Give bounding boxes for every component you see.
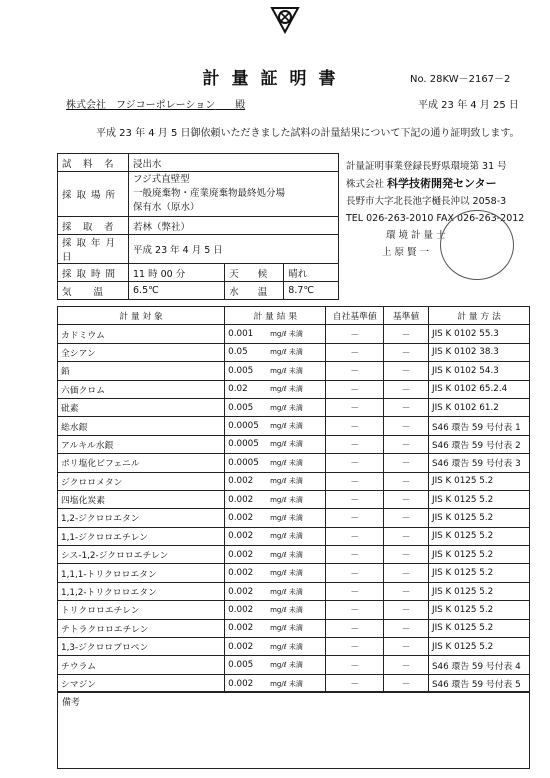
info-row [58, 235, 339, 264]
table-row [58, 417, 530, 435]
self-standard-value: － [326, 435, 384, 453]
registration-number: 計量証明事業登録長野県環境第 31 号 [346, 161, 507, 172]
standard-value: － [384, 380, 429, 398]
item-name: ポリ塩化ビフェニル [58, 454, 225, 472]
self-standard-value: － [326, 638, 384, 656]
result-cell [225, 656, 326, 674]
table-row [58, 582, 530, 600]
result-value: 0.002 [228, 604, 254, 615]
method-value: JIS K 0125 5.2 [428, 546, 529, 564]
self-standard-value: － [326, 546, 384, 564]
result-cell [225, 490, 326, 508]
info-label: 天 候 [225, 264, 284, 282]
item-name: 1,2-ジクロロエタン [58, 509, 225, 527]
result-value: 0.005 [228, 402, 254, 413]
item-name: テトラクロロエチレン [58, 619, 225, 637]
self-standard-value: － [326, 472, 384, 490]
info-value-line: フジ式直壁型 [133, 174, 190, 185]
table-row [58, 362, 530, 380]
self-standard-value: － [326, 380, 384, 398]
method-value: JIS K 0125 5.2 [428, 619, 529, 637]
result-value: 0.002 [228, 623, 254, 634]
self-standard-value: － [326, 325, 384, 343]
result-value: 0.002 [228, 549, 254, 560]
table-row [58, 435, 530, 453]
result-unit: mg/ℓ 未満 [270, 422, 303, 431]
item-name: 四塩化炭素 [58, 490, 225, 508]
header-result: 計 量 結 果 [225, 307, 326, 325]
info-value: 若林（弊社） [129, 217, 339, 235]
result-cell [225, 343, 326, 361]
method-value: JIS K 0102 65.2.4 [428, 380, 529, 398]
info-value: 浸出水 [129, 154, 339, 172]
standard-value: － [384, 398, 429, 416]
issuer-address: 長野市大字北長池字樋長沖以 2058-3 [346, 196, 507, 207]
item-name: 1,3-ジクロロプロペン [58, 638, 225, 656]
result-unit: mg/ℓ 未満 [270, 587, 303, 596]
result-unit: mg/ℓ 未満 [270, 348, 303, 357]
result-value: 0.002 [228, 476, 254, 487]
info-row [58, 217, 339, 235]
result-cell [225, 638, 326, 656]
result-unit: mg/ℓ 未満 [270, 569, 303, 578]
info-value: 平成 23 年 4 月 5 日 [129, 235, 339, 264]
info-label: 採 取 時 間 [58, 264, 129, 282]
results-table [57, 306, 530, 693]
self-standard-value: － [326, 619, 384, 637]
result-value: 0.005 [228, 365, 254, 376]
table-row [58, 325, 530, 343]
item-name: チウラム [58, 656, 225, 674]
addressee-name: フジコーポレーション [116, 100, 216, 111]
standard-value: － [384, 674, 429, 692]
result-unit: mg/ℓ 未満 [270, 532, 303, 541]
certificate-number: No. 28KW－2167－2 [410, 74, 511, 85]
info-value-line: 一般廃棄物・産業廃棄物最終処分場 [133, 188, 286, 199]
info-value: 6.5℃ [129, 282, 225, 300]
result-cell [225, 619, 326, 637]
result-unit: mg/ℓ 未満 [270, 330, 303, 339]
standard-value: － [384, 638, 429, 656]
self-standard-value: － [326, 527, 384, 545]
standard-value: － [384, 490, 429, 508]
issue-date: 平成 23 年 4 月 25 日 [418, 100, 519, 111]
info-row [58, 154, 339, 172]
method-value: JIS K 0125 5.2 [428, 601, 529, 619]
table-row [58, 674, 530, 692]
table-row [58, 564, 530, 582]
method-value: JIS K 0125 5.2 [428, 472, 529, 490]
issuer-company-prefix: 株式会社 [346, 179, 385, 190]
self-standard-value: － [326, 490, 384, 508]
self-standard-value: － [326, 343, 384, 361]
result-value: 0.005 [228, 660, 254, 671]
result-value: 0.002 [228, 586, 254, 597]
seal-stamp [440, 210, 514, 280]
self-standard-value: － [326, 674, 384, 692]
result-unit: mg/ℓ 未満 [270, 458, 303, 467]
result-unit: mg/ℓ 未満 [270, 661, 303, 670]
result-value: 0.002 [228, 678, 254, 689]
standard-value: － [384, 472, 429, 490]
result-value: 0.002 [228, 568, 254, 579]
result-unit: mg/ℓ 未満 [270, 403, 303, 412]
method-value: JIS K 0125 5.2 [428, 582, 529, 600]
standard-value: － [384, 546, 429, 564]
self-standard-value: － [326, 398, 384, 416]
info-row [58, 264, 339, 282]
result-unit: mg/ℓ 未満 [270, 366, 303, 375]
info-label: 気 温 [58, 282, 129, 300]
result-value: 0.002 [228, 494, 254, 505]
table-row [58, 490, 530, 508]
item-name: 全シアン [58, 343, 225, 361]
result-cell [225, 417, 326, 435]
info-label: 水 温 [225, 282, 284, 300]
item-name: シマジン [58, 674, 225, 692]
page-title: 計量証明書 [202, 69, 348, 89]
item-name: 六価クロム [58, 380, 225, 398]
method-value: JIS K 0125 5.2 [428, 527, 529, 545]
table-row [58, 509, 530, 527]
result-unit: mg/ℓ 未満 [270, 642, 303, 651]
method-value: JIS K 0102 54.3 [428, 362, 529, 380]
addressee-company: 株式会社 [66, 100, 106, 111]
method-value: JIS K 0125 5.2 [428, 490, 529, 508]
remarks-box [57, 691, 530, 769]
result-cell [225, 564, 326, 582]
self-standard-value: － [326, 601, 384, 619]
table-row [58, 656, 530, 674]
result-value: 0.002 [228, 512, 254, 523]
method-value: S46 環告 59 号付表 3 [428, 454, 529, 472]
item-name: 1,1-ジクロロエチレン [58, 527, 225, 545]
result-cell [225, 546, 326, 564]
standard-value: － [384, 527, 429, 545]
result-cell [225, 398, 326, 416]
standard-value: － [384, 435, 429, 453]
standard-value: － [384, 601, 429, 619]
info-row [58, 172, 339, 217]
standard-value: － [384, 343, 429, 361]
self-standard-value: － [326, 454, 384, 472]
result-unit: mg/ℓ 未満 [270, 495, 303, 504]
standard-value: － [384, 362, 429, 380]
table-row [58, 601, 530, 619]
intro-text: 平成 23 年 4 月 5 日御依頼いただきました試料の計量結果について下記の通り証明致します。 [96, 128, 520, 139]
info-label: 採 取 者 [58, 217, 129, 235]
method-value: JIS K 0125 5.2 [428, 564, 529, 582]
table-row [58, 619, 530, 637]
table-row [58, 454, 530, 472]
standard-value: － [384, 417, 429, 435]
table-row [58, 472, 530, 490]
header-item: 計 量 対 象 [58, 307, 225, 325]
info-label: 試 料 名 [58, 154, 129, 172]
remarks-label: 備考 [62, 698, 81, 708]
info-value: 8.7℃ [284, 282, 339, 300]
result-unit: mg/ℓ 未満 [270, 385, 303, 394]
certifier-name: 上 原 賢 一 [382, 247, 430, 258]
table-row [58, 527, 530, 545]
result-value: 0.0005 [228, 439, 259, 450]
result-cell [225, 509, 326, 527]
result-cell [225, 435, 326, 453]
header-standard: 基準値 [384, 307, 429, 325]
item-name: 総水銀 [58, 417, 225, 435]
item-name: 鉛 [58, 362, 225, 380]
result-cell [225, 674, 326, 692]
standard-value: － [384, 619, 429, 637]
info-value: 晴れ [284, 264, 339, 282]
method-value: JIS K 0125 5.2 [428, 509, 529, 527]
certifier-title: 環 境 計 量 士 [386, 230, 446, 241]
self-standard-value: － [326, 509, 384, 527]
standard-value: － [384, 454, 429, 472]
addressee-suffix: 殿 [235, 100, 246, 111]
addressee [66, 96, 245, 111]
table-row [58, 398, 530, 416]
item-name: 1,1,2-トリクロロエタン [58, 582, 225, 600]
item-name: 1,1,1-トリクロロエタン [58, 564, 225, 582]
result-cell [225, 454, 326, 472]
results-header-row [58, 307, 530, 325]
standard-value: － [384, 325, 429, 343]
standard-value: － [384, 564, 429, 582]
result-value: 0.0005 [228, 457, 259, 468]
result-cell [225, 472, 326, 490]
result-value: 0.002 [228, 531, 254, 542]
header-self-standard: 自社基準値 [326, 307, 384, 325]
result-unit: mg/ℓ 未満 [270, 679, 303, 688]
info-value: 11 時 00 分 [129, 264, 225, 282]
info-value-line: 保有水（原水） [133, 202, 200, 213]
result-value: 0.05 [228, 347, 248, 358]
header-method: 計 量 方 法 [428, 307, 529, 325]
method-value: JIS K 0102 38.3 [428, 343, 529, 361]
item-name: トリクロロエチレン [58, 601, 225, 619]
result-unit: mg/ℓ 未満 [270, 624, 303, 633]
self-standard-value: － [326, 582, 384, 600]
result-cell [225, 601, 326, 619]
result-unit: mg/ℓ 未満 [270, 605, 303, 614]
result-unit: mg/ℓ 未満 [270, 550, 303, 559]
method-value: JIS K 0125 5.2 [428, 638, 529, 656]
result-unit: mg/ℓ 未満 [270, 513, 303, 522]
item-name: シス-1,2-ジクロロエチレン [58, 546, 225, 564]
table-row [58, 343, 530, 361]
info-label: 採 取 年 月 日 [58, 235, 129, 264]
info-label: 採 取 場 所 [58, 172, 129, 217]
table-row [58, 380, 530, 398]
item-name: ジクロロメタン [58, 472, 225, 490]
method-value: JIS K 0102 61.2 [428, 398, 529, 416]
result-cell [225, 325, 326, 343]
sample-info-table [57, 153, 339, 300]
result-value: 0.001 [228, 329, 254, 340]
result-value: 0.02 [228, 384, 248, 395]
result-value: 0.0005 [228, 421, 259, 432]
self-standard-value: － [326, 362, 384, 380]
self-standard-value: － [326, 417, 384, 435]
result-cell [225, 362, 326, 380]
issuer-phone: TEL 026-263-2010 FAX 026-263-2012 [346, 213, 525, 224]
item-name: 砒素 [58, 398, 225, 416]
method-value: JIS K 0102 55.3 [428, 325, 529, 343]
method-value: S46 環告 59 号付表 4 [428, 656, 529, 674]
company-logo-icon [268, 4, 302, 34]
result-unit: mg/ℓ 未満 [270, 477, 303, 486]
info-value [129, 172, 339, 217]
result-cell [225, 582, 326, 600]
standard-value: － [384, 582, 429, 600]
method-value: S46 環告 59 号付表 2 [428, 435, 529, 453]
table-row [58, 638, 530, 656]
method-value: S46 環告 59 号付表 5 [428, 674, 529, 692]
standard-value: － [384, 656, 429, 674]
info-row [58, 282, 339, 300]
self-standard-value: － [326, 564, 384, 582]
item-name: アルキル水銀 [58, 435, 225, 453]
standard-value: － [384, 509, 429, 527]
issuer-company [346, 175, 546, 193]
table-row [58, 546, 530, 564]
result-cell [225, 380, 326, 398]
result-unit: mg/ℓ 未満 [270, 440, 303, 449]
result-cell [225, 527, 326, 545]
self-standard-value: － [326, 656, 384, 674]
result-value: 0.002 [228, 641, 254, 652]
issuer-company-name: 科学技術開発センター [387, 177, 497, 190]
item-name: カドミウム [58, 325, 225, 343]
method-value: S46 環告 59 号付表 1 [428, 417, 529, 435]
